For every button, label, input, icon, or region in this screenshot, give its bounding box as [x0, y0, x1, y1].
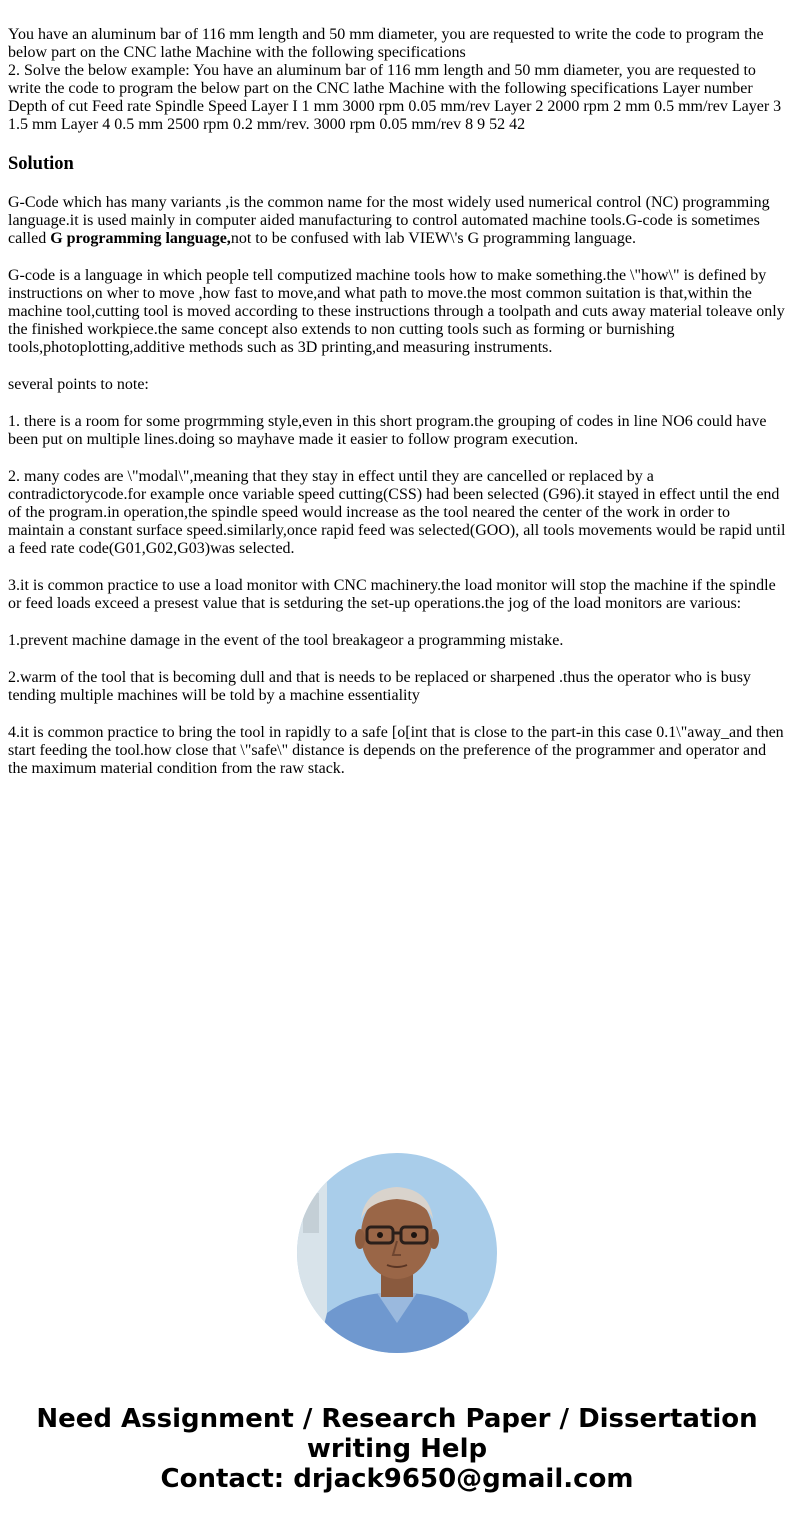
question-line-2: 2. Solve the below example: You have an aluminum bar of 116 mm length and 50 mm diameter, you are requested to write the code to program the below part on the CNC lathe Machine with the following specifications Layer number Depth of cut Feed rate Spindle Speed Layer I 1 mm 3000 rpm 0.05 mm/rev Layer 2 2000 rpm 2 mm 0.5 mm/rev Layer 3 1.5 mm Layer 4 0.5 mm 2500 rpm 0.2 mm/rev. 3000 rpm 0.05 mm/rev 8 9 52 42 — [8, 62, 782, 133]
solution-paragraph-4: 1. there is a room for some progrmming style,even in this short program.the grouping of codes in line NO6 could have been put on multiple lines.doing so mayhave made it easier to follow program execution. — [8, 413, 767, 448]
paragraph-1-bold-term: G programming language, — [50, 230, 231, 247]
solution-paragraph-7: 1.prevent machine damage in the event of the tool breakageor a programming mistake. — [8, 632, 564, 649]
solution-paragraph-2: G-code is a language in which people tell computized machine tools how to make something.the \"how\" is defined by instructions on wher to move ,how fast to move,and what path to move.the most common suitation is that,within the machine tool,cutting tool is moved according to these instructions through a toolpath and cuts away material toleave only the finished workpiece.the same concept also extends to non cutting tools such as forming or burnishing tools,photoplotting,additive methods such as 3D printing,and measuring instruments. — [8, 267, 785, 356]
solution-heading: Solution — [8, 154, 74, 174]
solution-paragraph-6: 3.it is common practice to use a load monitor with CNC machinery.the load monitor will stop the machine if the spindle or feed loads exceed a presest value that is setduring the set-up operations.the jog of the load monitors are various: — [8, 577, 776, 612]
main-content — [8, 26, 786, 778]
promo-banner — [0, 1404, 794, 1494]
paragraph-1-rest: not to be confused with lab VIEW\'s G programming language. — [230, 230, 636, 247]
solution-paragraph-1 — [8, 194, 786, 248]
question-line-1: You have an aluminum bar of 116 mm length and 50 mm diameter, you are requested to write the code to program the below part on the CNC lathe Machine with the following specifications — [8, 26, 764, 61]
promo-line-2: writing Help — [306, 1434, 488, 1464]
paragraph-1-intro: G-Code which has many variants ,is the common name for the most widely used numerical control (NC) programming language.it is used mainly in computer aided manufacturing to control automated machine tools.G-code is sometimes called — [8, 194, 770, 247]
promo-line-1: Need Assignment / Research Paper / Dissertation — [36, 1404, 758, 1434]
solution-paragraph-3: several points to note: — [8, 376, 149, 393]
solution-paragraph-9: 4.it is common practice to bring the tool in rapidly to a safe [o[int that is close to the part-in this case 0.1\"away_and then start feeding the tool.how close that \"safe\" distance is depends on the preference of the programmer and operator and the maximum material condition from the raw stack. — [8, 724, 784, 777]
solution-paragraph-5: 2. many codes are \"modal\",meaning that they stay in effect until they are cancelled or replaced by a contradictorycode.for example once variable speed cutting(CSS) had been selected (G96).it stayed in effect until the end of the program.in operation,the spindle speed would increase as the tool neared the center of the work in order to maintain a constant surface speed.similarly,once rapid feed was selected(GOO), all tools movements would be rapid until a feed rate code(G01,G02,G03)was selected. — [8, 468, 786, 557]
question-text — [8, 26, 786, 134]
solution-paragraph-8: 2.warm of the tool that is becoming dull and that is needs to be replaced or sharpened .thus the operator who is busy tending multiple machines will be told by a machine essentiality — [8, 669, 751, 704]
person-portrait-icon — [297, 1153, 497, 1353]
promo-contact: Contact: drjack9650@gmail.com — [160, 1464, 634, 1494]
avatar — [297, 1153, 497, 1353]
